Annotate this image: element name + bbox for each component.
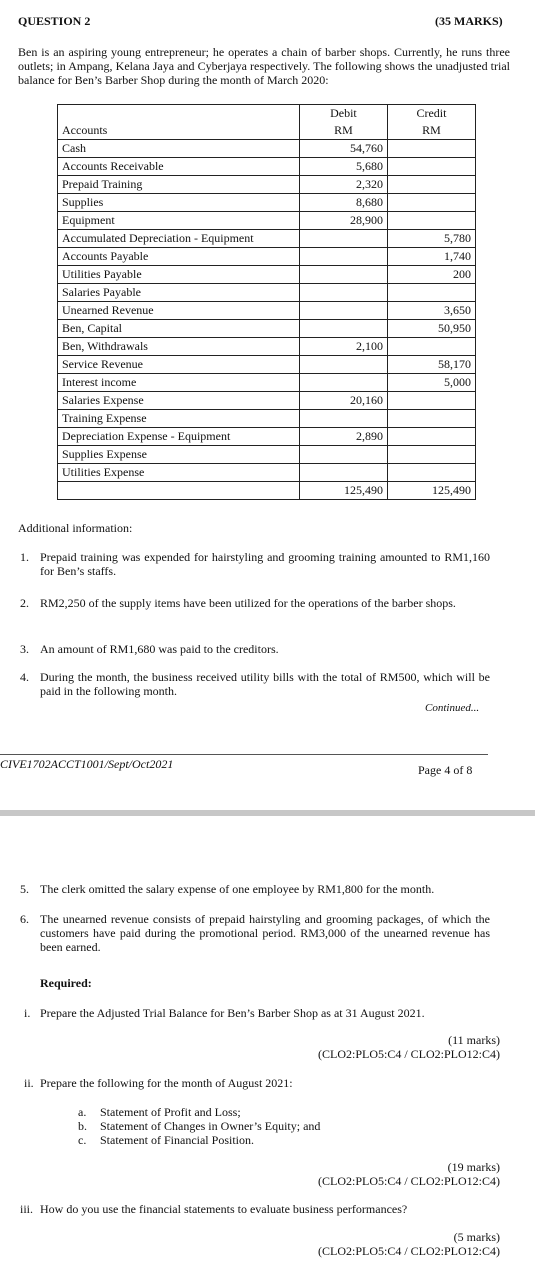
trial-balance-table (57, 104, 476, 500)
table-row (58, 374, 476, 392)
credit-cell (387, 410, 475, 428)
account-cell: Salaries Expense (58, 392, 300, 410)
additional-info-label: Additional information: (18, 521, 133, 535)
info-item-text: During the month, the business received utility bills with the total of RM500, which will be paid in the following month. (40, 670, 490, 698)
credit-cell (387, 194, 475, 212)
credit-cell (387, 392, 475, 410)
req-ii-text: Prepare the following for the month of August 2021: (40, 1076, 293, 1090)
credit-cell (387, 212, 475, 230)
req-iii-number: iii. (20, 1202, 34, 1216)
credit-cell: 50,950 (387, 320, 475, 338)
table-row (58, 356, 476, 374)
info-item-number: 1. (20, 550, 29, 564)
req-i-number: i. (24, 1006, 31, 1020)
info-item-number: 5. (20, 882, 29, 896)
footer-code: CIVE1702ACCT1001/Sept/Oct2021 (0, 757, 174, 771)
sub-number: b. (78, 1119, 87, 1133)
debit-cell: 5,680 (299, 158, 387, 176)
table-row (58, 392, 476, 410)
table-row (58, 194, 476, 212)
info-item-5 (20, 883, 490, 897)
account-cell: Accounts Payable (58, 248, 300, 266)
debit-cell (299, 446, 387, 464)
table-row (58, 284, 476, 302)
table-row (58, 230, 476, 248)
account-cell: Ben, Capital (58, 320, 300, 338)
req-iii-text: How do you use the financial statements to evaluate business performances? (40, 1202, 408, 1216)
info-item-number: 6. (20, 912, 29, 926)
req-iii-clo: (CLO2:PLO5:C4 / CLO2:PLO12:C4) (317, 1244, 500, 1258)
req-ii-clo: (CLO2:PLO5:C4 / CLO2:PLO12:C4) (317, 1174, 500, 1188)
intro-paragraph: Ben is an aspiring young entrepreneur; he operates a chain of barber shops. Currently, he runs three outlets; in Ampang, Kelana Jaya and Cyberjaya respectively. The following shows the unadjusted trial balance for Ben’s Barber Shop during the month of March 2020: (18, 45, 510, 87)
accounts-header: Accounts (58, 122, 300, 140)
credit-cell (387, 158, 475, 176)
required-label: Required: (40, 976, 92, 990)
debit-cell (299, 320, 387, 338)
debit-cell: 2,890 (299, 428, 387, 446)
info-item-number: 3. (20, 642, 29, 656)
req-ii-sub-b (78, 1120, 320, 1134)
info-item-1 (20, 551, 490, 579)
table-row (58, 266, 476, 284)
credit-cell: 200 (387, 266, 475, 284)
table-header-row (58, 105, 476, 123)
account-cell: Utilities Expense (58, 464, 300, 482)
req-ii-sub-a (78, 1106, 241, 1120)
debit-cell (299, 266, 387, 284)
account-cell: Depreciation Expense - Equipment (58, 428, 300, 446)
page-number: Page 4 of 8 (418, 763, 473, 777)
table-row (58, 464, 476, 482)
debit-cell (299, 356, 387, 374)
debit-cell (299, 464, 387, 482)
info-item-text: Prepaid training was expended for hairstyling and grooming training amounted to RM1,160 for Ben’s staffs. (40, 550, 490, 578)
req-ii-marks: (19 marks) (447, 1160, 500, 1174)
table-row (58, 320, 476, 338)
req-i-clo: (CLO2:PLO5:C4 / CLO2:PLO12:C4) (317, 1047, 500, 1061)
sub-text: Statement of Changes in Owner’s Equity; and (100, 1119, 321, 1133)
debit-cell: 20,160 (299, 392, 387, 410)
account-cell: Salaries Payable (58, 284, 300, 302)
credit-cell (387, 446, 475, 464)
req-i-text: Prepare the Adjusted Trial Balance for Ben’s Barber Shop as at 31 August 2021. (40, 1006, 425, 1020)
account-cell: Unearned Revenue (58, 302, 300, 320)
credit-cell (387, 338, 475, 356)
debit-cell: 2,320 (299, 176, 387, 194)
info-item-6 (20, 913, 490, 954)
total-row (58, 482, 476, 500)
info-item-3 (20, 643, 490, 657)
question-title: QUESTION 2 (18, 14, 91, 28)
info-item-text: The clerk omitted the salary expense of one employee by RM1,800 for the month. (40, 882, 435, 896)
table-row (58, 410, 476, 428)
account-cell: Prepaid Training (58, 176, 300, 194)
table-row (58, 176, 476, 194)
credit-cell (387, 464, 475, 482)
account-cell: Accounts Receivable (58, 158, 300, 176)
info-item-4 (20, 671, 490, 699)
total-credit-cell: 125,490 (387, 482, 475, 500)
credit-cell: 1,740 (387, 248, 475, 266)
account-cell: Cash (58, 140, 300, 158)
table-row (58, 212, 476, 230)
continued-note: Continued... (425, 702, 480, 714)
account-cell: Ben, Withdrawals (58, 338, 300, 356)
info-item-text: An amount of RM1,680 was paid to the creditors. (40, 642, 279, 656)
account-cell: Equipment (58, 212, 300, 230)
debit-cell (299, 284, 387, 302)
account-cell: Service Revenue (58, 356, 300, 374)
account-cell: Interest income (58, 374, 300, 392)
account-cell: Supplies (58, 194, 300, 212)
table-row (58, 446, 476, 464)
table-row (58, 302, 476, 320)
table-row (58, 158, 476, 176)
page-break (0, 810, 535, 816)
info-item-2 (20, 597, 490, 611)
req-iii-marks: (5 marks) (453, 1230, 500, 1244)
credit-cell (387, 140, 475, 158)
total-debit-cell: 125,490 (299, 482, 387, 500)
account-cell: Training Expense (58, 410, 300, 428)
debit-cell: 54,760 (299, 140, 387, 158)
credit-cell: 3,650 (387, 302, 475, 320)
req-i-marks: (11 marks) (448, 1033, 500, 1047)
sub-text: Statement of Financial Position. (100, 1133, 254, 1147)
table-unit-row (58, 122, 476, 140)
table-row (58, 248, 476, 266)
debit-cell: 28,900 (299, 212, 387, 230)
req-ii-number: ii. (24, 1076, 34, 1090)
debit-cell (299, 230, 387, 248)
header-blank-cell (58, 105, 300, 123)
table-row (58, 338, 476, 356)
credit-cell: 5,780 (387, 230, 475, 248)
debit-cell: 8,680 (299, 194, 387, 212)
sub-text: Statement of Profit and Loss; (100, 1105, 241, 1119)
credit-cell (387, 284, 475, 302)
credit-cell (387, 428, 475, 446)
debit-cell: 2,100 (299, 338, 387, 356)
credit-cell (387, 176, 475, 194)
total-label-cell (58, 482, 300, 500)
info-item-text: The unearned revenue consists of prepaid hairstyling and grooming packages, of which the customers have paid during the promotional period. RM3,000 of the unearned revenue has been earned. (40, 912, 490, 954)
info-item-number: 4. (20, 670, 29, 684)
table-row (58, 428, 476, 446)
info-item-number: 2. (20, 596, 29, 610)
account-cell: Supplies Expense (58, 446, 300, 464)
debit-cell (299, 410, 387, 428)
debit-cell (299, 374, 387, 392)
req-ii-sub-c (78, 1134, 254, 1148)
debit-unit: RM (299, 122, 387, 140)
debit-cell (299, 248, 387, 266)
table-row (58, 140, 476, 158)
question-marks: (35 MARKS) (435, 14, 503, 28)
footer-rule (0, 754, 488, 755)
debit-cell (299, 302, 387, 320)
credit-header: Credit (387, 105, 475, 123)
sub-number: a. (78, 1105, 87, 1119)
account-cell: Accumulated Depreciation - Equipment (58, 230, 300, 248)
credit-unit: RM (387, 122, 475, 140)
debit-header: Debit (299, 105, 387, 123)
credit-cell: 58,170 (387, 356, 475, 374)
info-item-text: RM2,250 of the supply items have been utilized for the operations of the barber shops. (40, 596, 456, 610)
sub-number: c. (78, 1133, 87, 1147)
account-cell: Utilities Payable (58, 266, 300, 284)
credit-cell: 5,000 (387, 374, 475, 392)
